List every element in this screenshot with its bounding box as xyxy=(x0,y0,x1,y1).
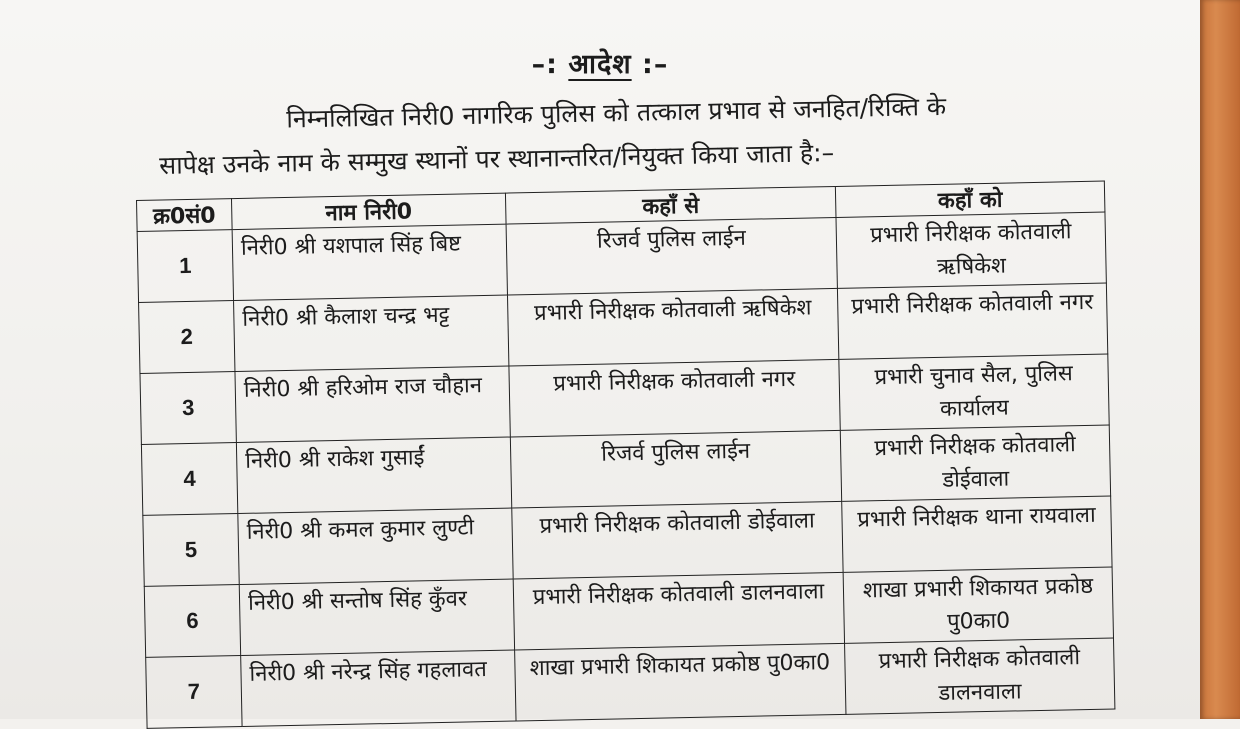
row-serial: 7 xyxy=(146,655,242,728)
row-to: प्रभारी निरीक्षक कोतवाली ऋषिकेश xyxy=(836,212,1106,288)
header-serial: क्र0सं0 xyxy=(137,199,233,232)
row-serial: 6 xyxy=(144,585,240,658)
row-to: प्रभारी निरीक्षक थाना रायवाला xyxy=(842,496,1112,572)
row-to: प्रभारी निरीक्षक कोतवाली डोईवाला xyxy=(840,425,1110,501)
row-name: निरी0 श्री कमल कुमार लुण्टी xyxy=(238,508,513,584)
paragraph-line-2: सापेक्ष उनके नाम के सम्मुख स्थानों पर स्थानान्तरित/नियुक्त किया जाता है:– xyxy=(158,138,835,180)
row-serial: 2 xyxy=(139,301,235,374)
header-to: कहाँ को xyxy=(835,181,1105,217)
row-name: निरी0 श्री हरिओम राज चौहान xyxy=(235,366,510,442)
desk-surface xyxy=(1200,0,1240,719)
row-from: प्रभारी निरीक्षक कोतवाली ऋषिकेश xyxy=(507,288,838,366)
row-to: शाखा प्रभारी शिकायत प्रकोष्ठ पु0का0 xyxy=(843,567,1113,643)
row-serial: 1 xyxy=(137,230,233,303)
row-serial: 3 xyxy=(140,372,236,445)
heading-title: आदेश xyxy=(568,49,632,80)
order-heading xyxy=(0,44,1200,81)
transfer-table xyxy=(136,181,1115,729)
row-name: निरी0 श्री यशपाल सिंह बिष्ट xyxy=(232,224,507,300)
paragraph-line-1: निम्नलिखित निरी0 नागरिक पुलिस को तत्काल प्रभाव से जनहित/रिक्ति के xyxy=(286,91,947,134)
row-name: निरी0 श्री नरेन्द्र सिंह गहलावत xyxy=(241,650,516,726)
header-from: कहाँ से xyxy=(505,186,836,224)
row-from: शाखा प्रभारी शिकायत प्रकोष्ठ पु0का0 xyxy=(515,643,846,721)
row-from: रिजर्व पुलिस लाईन xyxy=(510,430,841,508)
heading-suffix: :– xyxy=(631,49,669,80)
header-name: नाम निरी0 xyxy=(231,193,506,229)
row-from: प्रभारी निरीक्षक कोतवाली नगर xyxy=(509,359,840,437)
order-paragraph xyxy=(158,82,1090,188)
row-serial: 5 xyxy=(143,514,239,587)
transfer-table-wrapper xyxy=(136,181,1115,729)
row-from: प्रभारी निरीक्षक कोतवाली डालनवाला xyxy=(513,572,844,650)
row-name: निरी0 श्री कैलाश चन्द्र भट्ट xyxy=(234,295,509,371)
row-name: निरी0 श्री सन्तोष सिंह कुँवर xyxy=(239,579,514,655)
row-from: रिजर्व पुलिस लाईन xyxy=(506,217,837,295)
row-from: प्रभारी निरीक्षक कोतवाली डोईवाला xyxy=(512,501,843,579)
heading-prefix: –: xyxy=(531,49,569,80)
row-name: निरी0 श्री राकेश गुसाईं xyxy=(236,437,511,513)
row-serial: 4 xyxy=(141,443,237,516)
row-to: प्रभारी निरीक्षक कोतवाली नगर xyxy=(837,283,1107,359)
row-to: प्रभारी चुनाव सैल, पुलिस कार्यालय xyxy=(839,354,1109,430)
row-to: प्रभारी निरीक्षक कोतवाली डालनवाला xyxy=(845,638,1115,714)
